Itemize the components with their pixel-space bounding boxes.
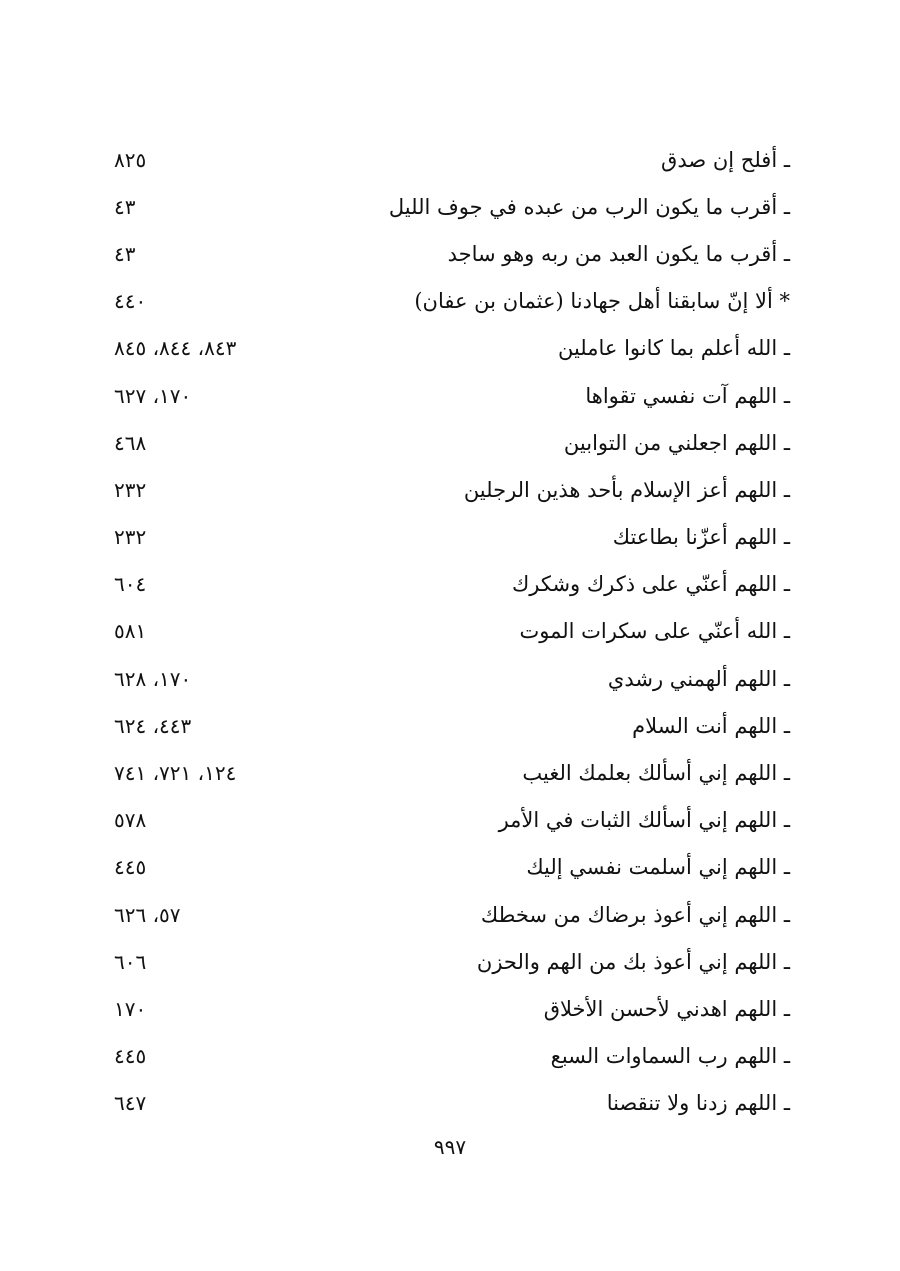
entry-page-refs: ٤٤٣، ٦٢٤ [114, 713, 192, 738]
entry-page-refs: ٢٣٢ [114, 477, 147, 502]
index-entry [100, 797, 800, 844]
entry-page-refs: ٥٧٨ [114, 808, 147, 833]
index-entry [100, 278, 800, 325]
entry-page-refs: ٦٠٦ [114, 949, 147, 974]
entry-text: ـ اللهم أعز الإسلام بأحد هذين الرجلين [463, 477, 790, 502]
entry-text: ـ أقرب ما يكون الرب من عبده في جوف الليل [388, 194, 790, 219]
index-entry [100, 655, 800, 702]
index-entry [100, 230, 800, 277]
index-entry [100, 561, 800, 608]
entry-text: ـ اللهم أعنّي على ذكرك وشكرك [511, 572, 790, 597]
index-entry [100, 514, 800, 561]
entry-page-refs: ٨٤٣، ٨٤٤، ٨٤٥ [114, 336, 237, 361]
index-list [100, 136, 800, 1127]
entry-page-refs: ١٧٠، ٦٢٧ [114, 383, 192, 408]
entry-text: ـ اللهم اهدني لأحسن الأخلاق [543, 996, 790, 1021]
page-number: ٩٩٧ [433, 1135, 467, 1159]
entry-text: ـ اللهم آت نفسي تقواها [585, 383, 790, 408]
entry-text: ـ اللهم أنت السلام [632, 713, 790, 738]
entry-page-refs: ٨٢٥ [114, 147, 147, 172]
index-entry [100, 136, 800, 183]
entry-text: ـ اللهم اجعلني من التوابين [563, 430, 790, 455]
index-entry [100, 183, 800, 230]
entry-text: ـ أقرب ما يكون العبد من ربه وهو ساجد [447, 241, 790, 266]
index-entry [100, 938, 800, 985]
index-entry [100, 1033, 800, 1080]
entry-page-refs: ٥٧، ٦٢٦ [114, 902, 181, 927]
index-entry [100, 608, 800, 655]
entry-text: ـ الله أعنّي على سكرات الموت [519, 619, 790, 644]
entry-text: ـ اللهم زدنا ولا تنقصنا [606, 1091, 790, 1116]
entry-text: ـ الله أعلم بما كانوا عاملين [557, 336, 790, 361]
entry-text: ـ اللهم إني أعوذ برضاك من سخطك [480, 902, 790, 927]
entry-page-refs: ١٧٠، ٦٢٨ [114, 666, 192, 691]
entry-page-refs: ٦٠٤ [114, 572, 147, 597]
index-entry [100, 466, 800, 513]
index-entry [100, 372, 800, 419]
entry-text: ـ أفلح إن صدق [661, 147, 790, 172]
entry-page-refs: ١٢٤، ٧٢١، ٧٤١ [114, 761, 237, 786]
entry-text: ـ اللهم إني أسألك بعلمك الغيب [522, 761, 790, 786]
entry-text: ـ اللهم ألهمني رشدي [607, 666, 790, 691]
entry-text: * ألا إنّ سابقنا أهل جهادنا (عثمان بن عفان) [414, 289, 790, 314]
entry-page-refs: ٤٣ [114, 241, 136, 266]
index-entry [100, 419, 800, 466]
index-entry [100, 325, 800, 372]
entry-page-refs: ٢٣٢ [114, 525, 147, 550]
entry-text: ـ اللهم أعزّنا بطاعتك [612, 525, 790, 550]
entry-page-refs: ١٧٠ [114, 996, 147, 1021]
entry-text: ـ اللهم إني أسألك الثبات في الأمر [498, 808, 790, 833]
entry-page-refs: ٤٣ [114, 194, 136, 219]
entry-page-refs: ٤٤٥ [114, 855, 147, 880]
entry-page-refs: ٤٤٥ [114, 1044, 147, 1069]
entry-text: ـ اللهم إني أسلمت نفسي إليك [526, 855, 790, 880]
entry-page-refs: ٤٤٠ [114, 289, 147, 314]
entry-page-refs: ٥٨١ [114, 619, 147, 644]
index-entry [100, 891, 800, 938]
index-entry [100, 749, 800, 796]
index-entry [100, 702, 800, 749]
index-entry [100, 985, 800, 1032]
entry-text: ـ اللهم رب السماوات السبع [550, 1044, 790, 1069]
entry-text: ـ اللهم إني أعوذ بك من الهم والحزن [476, 949, 790, 974]
entry-page-refs: ٤٦٨ [114, 430, 147, 455]
index-entry [100, 844, 800, 891]
index-entry [100, 1080, 800, 1127]
entry-page-refs: ٦٤٧ [114, 1091, 147, 1116]
